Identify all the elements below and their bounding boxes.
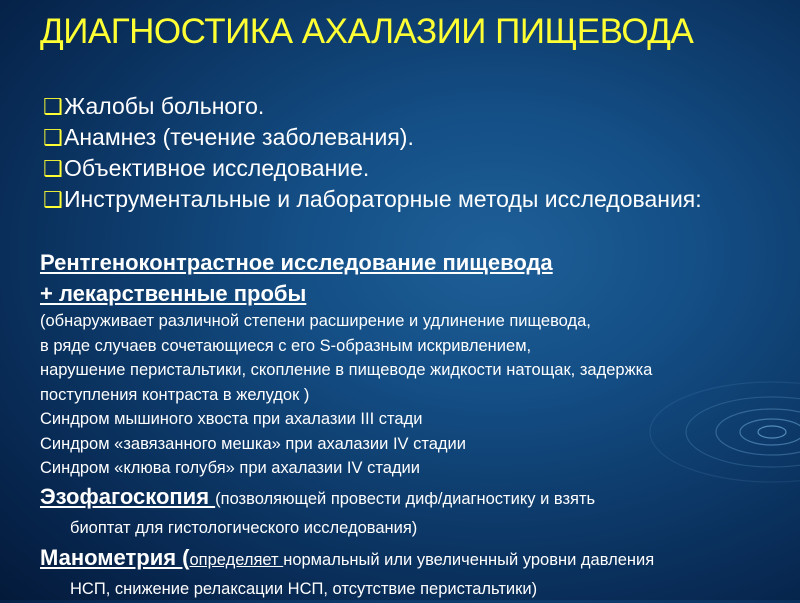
bullet-objective-exam	[43, 154, 783, 183]
manometry-text-rest: нормальный или увеличенный уровни давления	[283, 550, 655, 569]
xray-description-line: в ряде случаев сочетающиеся с его S-образным искривлением,	[40, 336, 532, 355]
methods-section	[40, 247, 785, 603]
endoscopy-block	[40, 482, 785, 542]
endoscopy-heading: Эзофагоскопия	[40, 483, 216, 509]
syndrome-line: Синдром «завязанного мешка» при ахалазии IV стадии	[40, 434, 466, 453]
xray-heading: Рентгеноконтрастное исследование пищевода	[40, 250, 553, 275]
syndrome-line: Синдром мышиного хвоста при ахалазии III стади	[40, 410, 423, 428]
endoscopy-text: (позволяющей провести диф/диагностику и взять	[215, 489, 596, 508]
drug-tests-heading: + лекарственные пробы	[40, 281, 307, 306]
xray-description-line: нарушение перистальтики, скопление в пищеводе жидкости натощак, задержка	[40, 361, 653, 379]
bullet-text: Инструментальные и лабораторные методы исследования:	[64, 186, 702, 212]
checkbox-bullet-icon: ❑	[43, 156, 63, 181]
xray-description-line: (обнаруживает различной степени расширение и удлинение пищевода,	[40, 312, 591, 330]
bullet-anamnesis	[43, 123, 783, 152]
endoscopy-text-continuation: биоптат для гистологического исследования)	[70, 518, 418, 537]
bullet-list	[43, 92, 783, 216]
manometry-block	[40, 543, 785, 603]
bullet-complaints	[43, 92, 783, 121]
manometry-text	[190, 551, 655, 569]
syndrome-line: Синдром «клюва голубя» при ахалазии IV стадии	[40, 459, 420, 477]
manometry-heading: Манометрия (	[40, 544, 190, 570]
bullet-text: Жалобы больного.	[64, 93, 265, 119]
manometry-text-continuation: НСП, снижение релаксации НСП, отсутствие перистальтики)	[70, 579, 538, 598]
bullet-text: Объективное исследование.	[64, 155, 370, 181]
manometry-text-underlined: определяет	[189, 550, 284, 569]
checkbox-bullet-icon: ❑	[43, 187, 63, 212]
checkbox-bullet-icon: ❑	[43, 94, 63, 119]
xray-description-line: поступления контраста в желудок )	[40, 385, 310, 404]
checkbox-bullet-icon: ❑	[43, 125, 63, 150]
bullet-text: Анамнез (течение заболевания).	[64, 124, 414, 150]
page-title: ДИАГНОСТИКА АХАЛАЗИИ ПИЩЕВОДА	[40, 12, 694, 51]
bullet-instrumental-methods	[43, 185, 783, 214]
